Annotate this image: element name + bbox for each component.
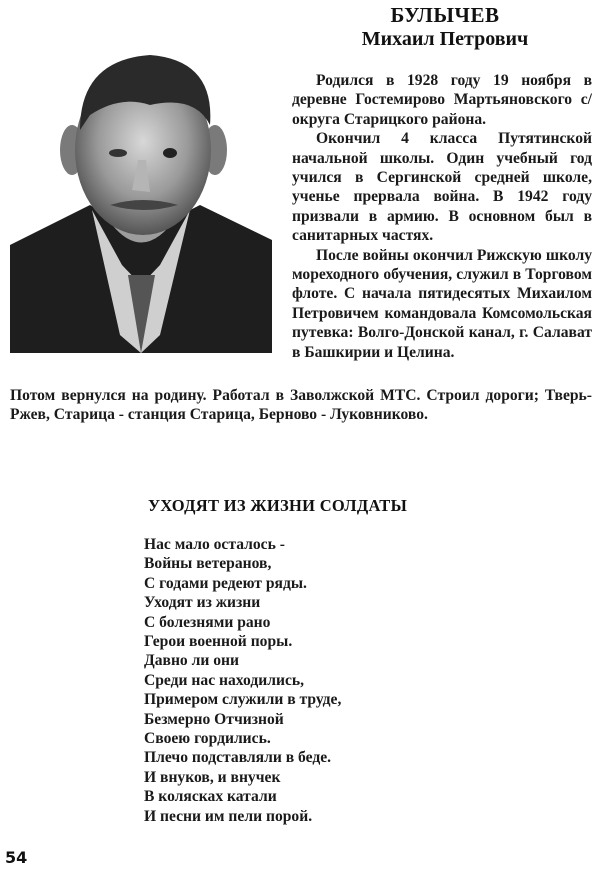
biography-paragraph: Родился в 1928 году 19 ноября в деревне Гостемирово Мартьяновского с/округа Старицкого района. xyxy=(292,72,592,128)
poem-line: Давно ли они xyxy=(144,652,240,670)
poem-line: Плечо подставляли в беде. xyxy=(144,749,332,767)
poem-line: И песни им пели порой. xyxy=(144,807,313,825)
poem-line: С болезнями рано xyxy=(144,613,271,631)
poem-line: Нас мало осталось - xyxy=(144,536,285,553)
person-first-names: Михаил Петрович xyxy=(361,28,529,50)
biography-paragraph: Потом вернулся на родину. Работал в Заволжской МТС. Строил дороги; Тверь-Ржев, Старица - станция Старица, Берново - Луковниково. xyxy=(10,387,592,424)
poem-line: Войны ветеранов, xyxy=(144,555,272,573)
poem-line: С годами редеют ряды. xyxy=(144,574,307,592)
poem-line: Среди нас находились, xyxy=(144,671,305,689)
biography-paragraph: После войны окончил Рижскую школу мореходного обучения, служил в Торговом флоте. С начала пятидесятых Михаилом Петровичем командовала Комсомольская путевка: Волго-Донской канал, г. Салават в Башкирии и Целина. xyxy=(292,246,592,361)
poem-line: Герои военной поры. xyxy=(144,633,293,651)
poem-line: Примером служили в труде, xyxy=(144,691,342,709)
poem-body xyxy=(144,535,341,826)
poem-line: Уходят из жизни xyxy=(144,594,261,612)
portrait-image xyxy=(10,35,272,353)
portrait-photo xyxy=(10,35,272,353)
poem-line: И внуков, и внучек xyxy=(144,768,281,786)
page-number: 54 xyxy=(5,848,28,867)
poem-line: Безмерно Отчизной xyxy=(144,710,284,728)
poem-line: Своею гордились. xyxy=(144,730,271,748)
person-surname: БУЛЫЧЕВ xyxy=(390,3,500,27)
biography-text-full-width xyxy=(10,386,592,425)
poem-line: В колясках катали xyxy=(144,788,277,806)
poem-title: УХОДЯТ ИЗ ЖИЗНИ СОЛДАТЫ xyxy=(148,496,408,515)
biography-text-right xyxy=(292,71,592,362)
biography-paragraph: Окончил 4 класса Путятинской начальной школы. Один учебный год учился в Сергинской средней школе, ученье прервала война. В 1942 году призвали в армию. В основном был в санитарных частях. xyxy=(292,130,592,245)
